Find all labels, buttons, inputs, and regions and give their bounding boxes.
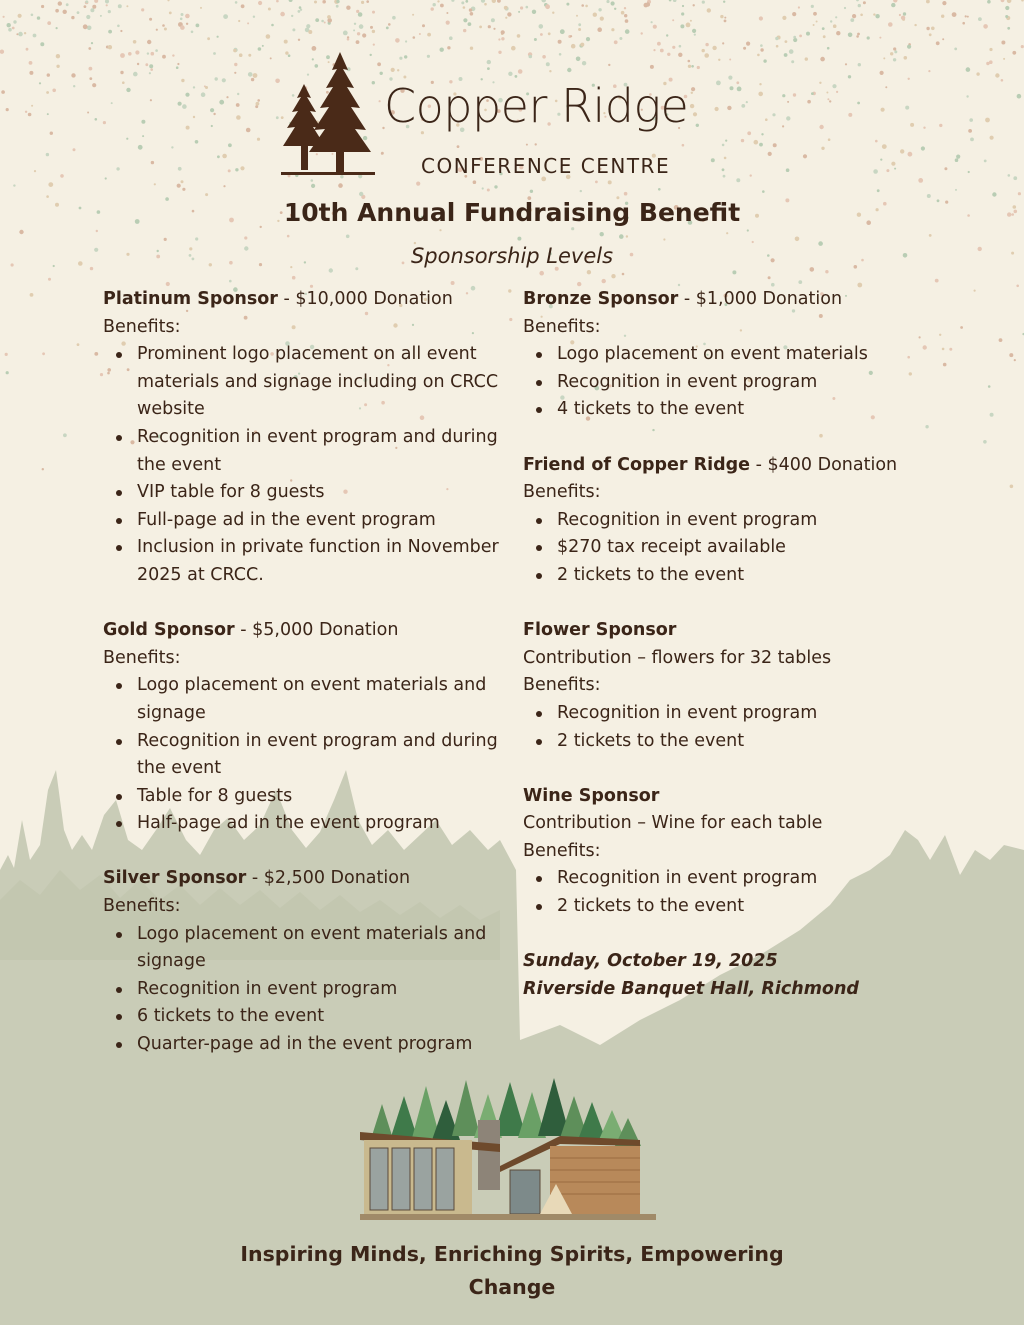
- benefit-item: Inclusion in private function in November 2025 at CRCC.: [103, 534, 508, 589]
- benefit-item: Recognition in event program and during the event: [103, 728, 508, 783]
- sponsor-level-amount: - $10,000 Donation: [283, 289, 453, 309]
- benefit-item: Half-page ad in the event program: [103, 810, 508, 838]
- lodge-building-icon: [360, 1074, 656, 1220]
- sponsor-level-amount: - $400 Donation: [755, 454, 898, 475]
- benefit-item: Logo placement on event materials: [523, 341, 943, 369]
- sponsor-level: [523, 286, 943, 424]
- benefit-item: Recognition in event program: [523, 865, 943, 893]
- benefit-item: 2 tickets to the event: [523, 562, 943, 590]
- sponsor-level-heading: [523, 286, 943, 314]
- sponsor-level-contribution: Contribution – flowers for 32 tables: [523, 647, 832, 668]
- benefits-label: Benefits:: [523, 840, 601, 861]
- benefit-item: Logo placement on event materials and signage: [103, 672, 508, 727]
- benefit-item: 6 tickets to the event: [103, 1003, 508, 1031]
- sponsor-level-heading: [103, 865, 508, 893]
- sponsor-level-name: Friend of Copper Ridge: [523, 454, 751, 475]
- benefit-item: Full-page ad in the event program: [103, 507, 508, 535]
- sponsor-level-name: Platinum Sponsor: [103, 289, 278, 309]
- benefit-item: Table for 8 guests: [103, 783, 508, 811]
- sponsor-level-heading: [523, 452, 943, 480]
- sponsor-level: [103, 865, 508, 1058]
- benefits-list: [523, 700, 943, 755]
- sponsor-levels-right: [523, 286, 943, 1003]
- benefit-item: VIP table for 8 guests: [103, 479, 508, 507]
- sponsor-level: [523, 783, 943, 921]
- benefits-label: Benefits:: [523, 675, 601, 696]
- sponsor-level-heading: [523, 617, 943, 645]
- benefit-item: Recognition in event program: [523, 700, 943, 728]
- benefits-label: Benefits:: [523, 482, 601, 503]
- logo-name: Copper Ridge: [384, 79, 689, 133]
- benefit-item: Recognition in event program and during the event: [103, 424, 508, 479]
- pine-trees-icon: [278, 48, 378, 176]
- benefits-label: Benefits:: [103, 647, 181, 668]
- sponsor-level-name: Gold Sponsor: [103, 620, 235, 641]
- sponsor-level: [523, 617, 943, 755]
- logo-subtitle: CONFERENCE CENTRE: [421, 154, 671, 178]
- sponsor-level-name: Wine Sponsor: [523, 785, 660, 806]
- benefit-item: Quarter-page ad in the event program: [103, 1031, 508, 1059]
- sponsor-level-heading: [103, 617, 508, 645]
- benefits-list: [523, 865, 943, 920]
- sponsor-level-name: Bronze Sponsor: [523, 289, 679, 309]
- tagline: Inspiring Minds, Enriching Spirits, Empowering Change: [240, 1242, 784, 1299]
- event-title: 10th Annual Fundraising Benefit: [283, 198, 741, 227]
- sponsor-level: [523, 452, 943, 590]
- sponsor-level-heading: [523, 783, 943, 811]
- benefits-list: [103, 921, 508, 1059]
- benefit-item: 2 tickets to the event: [523, 893, 943, 921]
- benefits-list: [103, 672, 508, 838]
- sponsor-level: [103, 286, 508, 590]
- event-subtitle: Sponsorship Levels: [410, 244, 614, 268]
- benefits-list: [523, 341, 943, 424]
- benefits-label: Benefits:: [103, 896, 181, 917]
- logo: [278, 48, 758, 176]
- benefit-item: 4 tickets to the event: [523, 396, 943, 424]
- benefit-item: Recognition in event program: [103, 976, 508, 1004]
- benefits-label: Benefits:: [523, 316, 601, 337]
- benefits-list: [103, 341, 508, 589]
- benefits-list: [523, 507, 943, 590]
- sponsor-level-name: Flower Sponsor: [523, 620, 677, 641]
- benefit-item: Recognition in event program: [523, 507, 943, 535]
- sponsor-level-contribution: Contribution – Wine for each table: [523, 813, 823, 834]
- sponsor-level-amount: - $5,000 Donation: [240, 620, 399, 641]
- event-venue: Riverside Banquet Hall, Richmond: [523, 978, 859, 999]
- sponsor-level-name: Silver Sponsor: [103, 868, 247, 889]
- sponsor-level-amount: - $1,000 Donation: [683, 289, 843, 309]
- sponsor-level: [103, 617, 508, 838]
- benefit-item: Recognition in event program: [523, 369, 943, 397]
- sponsor-level-heading: [103, 286, 508, 314]
- benefit-item: $270 tax receipt available: [523, 534, 943, 562]
- event-date: Sunday, October 19, 2025: [523, 951, 778, 972]
- benefit-item: 2 tickets to the event: [523, 728, 943, 756]
- benefits-label: Benefits:: [103, 316, 181, 337]
- benefit-item: Prominent logo placement on all event materials and signage including on CRCC website: [103, 341, 508, 424]
- sponsor-level-amount: - $2,500 Donation: [251, 868, 411, 889]
- sponsor-levels-left: [103, 286, 508, 1086]
- benefit-item: Logo placement on event materials and signage: [103, 921, 508, 976]
